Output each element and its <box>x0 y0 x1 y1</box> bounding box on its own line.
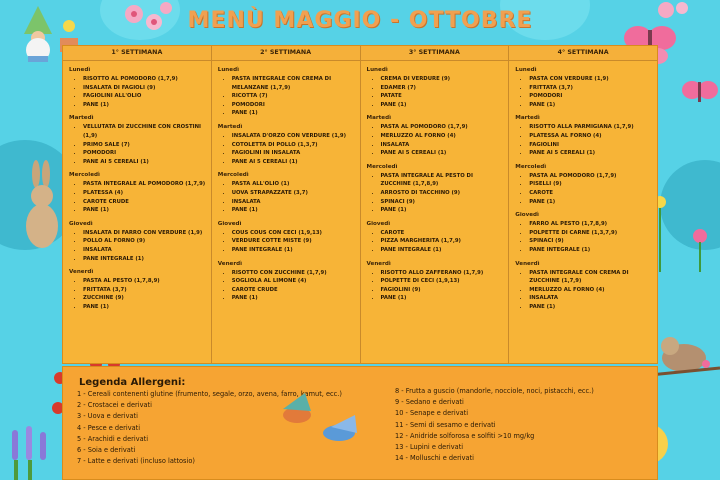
page-title: MENÙ MAGGIO - OTTOBRE <box>187 8 533 33</box>
day-label: Lunedì <box>515 67 537 73</box>
dish-item: • INSALATA DI FAGIOLI (9) <box>83 84 207 93</box>
dish-item: • MERLUZZO AL FORNO (4) <box>529 286 653 295</box>
day-label: Mercoledì <box>69 172 100 179</box>
dish-item: • PISELLI (9) <box>529 180 653 189</box>
dish-item: • PASTA CON VERDURE (1,9) <box>529 75 653 84</box>
dish-item: • POMODORI <box>529 92 653 101</box>
gnome-icon <box>18 4 58 64</box>
dish-item: • PRIMO SALE (7) <box>83 141 207 150</box>
allergen-entry: 9 - Sedano e derivati <box>395 398 464 407</box>
week-column <box>63 46 212 363</box>
dish-item: • PANE (1) <box>529 101 653 110</box>
dish-item: • RISOTTO CON ZUCCHINE (1,7,9) <box>232 269 356 278</box>
dish-item: • PANE (1) <box>381 206 505 215</box>
day-label: Lunedì <box>69 67 91 73</box>
dish-item: • POLLO AL FORNO (9) <box>83 237 207 246</box>
dish-item: • PANE AI 5 CEREALI (1) <box>529 149 653 158</box>
dish-item: • ZUCCHINE (9) <box>83 294 207 303</box>
dish-list <box>218 269 356 303</box>
dish-list <box>69 180 207 214</box>
dish-list <box>69 229 207 263</box>
dish-item: • FRITTATA (3,7) <box>83 286 207 295</box>
dish-list <box>69 277 207 311</box>
day-label: Lunedì <box>366 67 388 73</box>
dish-item: • FAGIOLINI <box>529 141 653 150</box>
allergen-entry: 5 - Arachidi e derivati <box>77 434 149 443</box>
dish-item: • PLATESSA (4) <box>83 189 207 198</box>
dish-list <box>515 172 653 206</box>
dish-list <box>515 75 653 109</box>
dish-item: • PASTA INTEGRALE CON CREMA DI MELANZANE (1,7,9) <box>232 75 356 92</box>
dish-item: • PANE (1) <box>232 109 356 118</box>
dish-item: • PANE AI 5 CEREALI (1) <box>232 158 356 167</box>
allergen-entry: 8 - Frutta a guscio (mandorle, nocciole, noci, pistacchi, ecc.) <box>395 387 594 395</box>
dish-item: • INSALATA <box>529 294 653 303</box>
dish-item: • PANE (1) <box>83 303 207 312</box>
dish-item: • FAGIOLINI ALL'OLIO <box>83 92 207 101</box>
dish-item: • PANE AI 5 CEREALI (1) <box>83 158 207 167</box>
week-header: 1° SETTIMANA <box>63 46 211 61</box>
allergen-entry: 6 - Soia e derivati <box>77 446 136 455</box>
day-label: Venerdì <box>366 260 391 267</box>
dish-item: • PANE (1) <box>232 294 356 303</box>
dish-item: • PANE INTEGRALE (1) <box>529 246 653 255</box>
week-column <box>361 46 510 363</box>
day-label: Martedì <box>515 115 540 122</box>
dish-list <box>367 172 505 215</box>
dish-item: • FARRO AL PESTO (1,7,8,9) <box>529 220 653 229</box>
dish-item: • PASTA INTEGRALE AL PESTO DI ZUCCHINE (1,7,8,9) <box>381 172 505 189</box>
dish-item: • CAROTE <box>381 229 505 238</box>
dish-list <box>218 229 356 255</box>
dish-item: • UOVA STRAPAZZATE (3,7) <box>232 189 356 198</box>
dish-item: • RISOTTO ALLO ZAFFERANO (1,7,9) <box>381 269 505 278</box>
dish-item: • PASTA AL PESTO (1,7,8,9) <box>83 277 207 286</box>
dish-item: • POMODORI <box>83 149 207 158</box>
dish-item: • INSALATA <box>232 198 356 207</box>
day-label: Giovedì <box>366 220 391 227</box>
dish-item: • FAGIOLINI IN INSALATA <box>232 149 356 158</box>
allergen-entry: 13 - Lupini e derivati <box>395 443 464 452</box>
dish-item: • SOGLIOLA AL LIMONE (4) <box>232 277 356 286</box>
allergen-legend <box>62 366 658 480</box>
allergen-entry: 1 - Cereali contenenti glutine (frumento, segale, orzo, avena, farro, kamut, ecc.) <box>77 390 342 398</box>
dish-list <box>218 75 356 118</box>
allergen-entry: 10 - Senape e derivati <box>395 409 469 418</box>
dish-item: • PANE (1) <box>381 294 505 303</box>
dish-item: • INSALATA <box>83 246 207 255</box>
dish-item: • PANE (1) <box>529 303 653 312</box>
dish-item: • COUS COUS CON CECI (1,9,13) <box>232 229 356 238</box>
dish-item: • PATATE <box>381 92 505 101</box>
allergen-entry: 7 - Latte e derivati (incluso lattosio) <box>77 457 195 466</box>
allergen-entry: 11 - Semi di sesamo e derivati <box>395 420 496 429</box>
dish-item: • PANE AI 5 CEREALI (1) <box>381 149 505 158</box>
dish-item: • CAROTE CRUDE <box>232 286 356 295</box>
dish-item: • COTOLETTA DI POLLO (1,3,7) <box>232 141 356 150</box>
dish-item: • PANE INTEGRALE (1) <box>232 246 356 255</box>
day-label: Venerdì <box>217 260 243 267</box>
dish-item: • POLPETTE DI CARNE (1,3,7,9) <box>529 229 653 238</box>
dish-item: • SPINACI (9) <box>381 198 505 207</box>
dish-item: • PANE (1) <box>381 101 505 110</box>
dish-item: • PANE (1) <box>232 206 356 215</box>
week-column <box>212 46 361 363</box>
dish-item: • PANE (1) <box>529 198 653 207</box>
allergen-entry: 12 - Anidride solforosa e solfiti >10 mg/kg <box>395 431 535 440</box>
dish-item: • VERDURE COTTE MISTE (9) <box>232 237 356 246</box>
allergen-entry: 14 - Molluschi e derivati <box>395 454 474 463</box>
dish-item: • PANE INTEGRALE (1) <box>83 255 207 264</box>
allergen-entry: 3 - Uova e derivati <box>77 412 138 421</box>
dish-item: • PIZZA MARGHERITA (1,7,9) <box>381 237 505 246</box>
dish-item: • CREMA DI VERDURE (9) <box>381 75 505 84</box>
day-label: Giovedì <box>217 220 242 227</box>
day-label: Venerdì <box>69 269 94 276</box>
week-header: 2° SETTIMANA <box>212 46 360 61</box>
dish-item: • RISOTTO AL POMODORO (1,7,9) <box>83 75 207 84</box>
allergen-entry: 2 - Crostacei e derivati <box>77 401 152 410</box>
dish-item: • VELLUTATA DI ZUCCHINE CON CROSTINI (1,9) <box>83 123 207 140</box>
dish-item: • INSALATA D'ORZO CON VERDURE (1,9) <box>232 132 356 141</box>
dish-list <box>218 132 356 166</box>
dish-list <box>69 75 207 109</box>
dish-item: • FAGIOLINI (9) <box>381 286 505 295</box>
day-label: Mercoledì <box>366 163 398 170</box>
day-label: Lunedì <box>217 67 239 73</box>
dish-item: • EDAMER (7) <box>381 84 505 93</box>
day-label: Mercoledì <box>515 163 547 170</box>
dish-list <box>515 220 653 254</box>
dish-item: • MERLUZZO AL FORNO (4) <box>381 132 505 141</box>
dish-item: • PANE (1) <box>83 206 207 215</box>
dish-item: • CAROTE <box>529 189 653 198</box>
dish-item: • PANE (1) <box>83 101 207 110</box>
dish-item: • PASTA AL POMODORO (1,7,9) <box>529 172 653 181</box>
dish-list <box>367 269 505 303</box>
dish-list <box>69 123 207 166</box>
day-label: Martedì <box>366 115 391 122</box>
dish-list <box>515 269 653 312</box>
day-label: Mercoledì <box>217 172 249 179</box>
day-label: Venerdì <box>515 260 540 267</box>
dish-item: • PASTA AL POMODORO (1,7,9) <box>381 123 505 132</box>
day-label: Giovedì <box>515 212 539 219</box>
dish-list <box>367 123 505 157</box>
dish-item: • CAROTE CRUDE <box>83 198 207 207</box>
dish-item: • PASTA INTEGRALE CON CREMA DI ZUCCHINE (1,7,9) <box>529 269 653 286</box>
day-label: Giovedì <box>69 220 93 227</box>
menu-grid <box>62 45 658 364</box>
hummingbird-icon <box>275 389 375 469</box>
dish-item: • INSALATA <box>381 141 505 150</box>
day-label: Martedì <box>69 115 94 122</box>
dish-item: • PASTA INTEGRALE AL POMODORO (1,7,9) <box>83 180 207 189</box>
legend-title: Legenda Allergeni: <box>79 377 186 388</box>
lavender-icon <box>2 424 58 480</box>
cherry-blossom-icon <box>118 0 178 46</box>
butterfly-small-icon <box>680 76 720 110</box>
dish-item: • SPINACI (9) <box>529 237 653 246</box>
dish-list <box>515 123 653 157</box>
dish-list <box>367 75 505 109</box>
dish-list <box>218 180 356 214</box>
dish-list <box>367 229 505 255</box>
bunny-icon <box>18 160 68 250</box>
legend-right-column <box>395 386 655 464</box>
dish-item: • INSALATA DI FARRO CON VERDURE (1,9) <box>83 229 207 238</box>
dish-item: • PASTA ALL'OLIO (1) <box>232 180 356 189</box>
dish-item: • POMODORI <box>232 101 356 110</box>
week-header: 3° SETTIMANA <box>361 46 509 61</box>
dish-item: • PLATESSA AL FORNO (4) <box>529 132 653 141</box>
day-label: Martedì <box>217 123 243 130</box>
blossom-top-right-icon <box>652 0 692 22</box>
dish-item: • PANE INTEGRALE (1) <box>381 246 505 255</box>
week-column <box>509 46 657 363</box>
allergen-entry: 4 - Pesce e derivati <box>77 423 141 432</box>
dish-item: • POLPETTE DI CECI (1,9,13) <box>381 277 505 286</box>
dish-item: • FRITTATA (3,7) <box>529 84 653 93</box>
dish-item: • RICOTTA (7) <box>232 92 356 101</box>
dish-item: • ARROSTO DI TACCHINO (9) <box>381 189 505 198</box>
week-header: 4° SETTIMANA <box>509 46 657 61</box>
dish-item: • RISOTTO ALLA PARMIGIANA (1,7,9) <box>529 123 653 132</box>
